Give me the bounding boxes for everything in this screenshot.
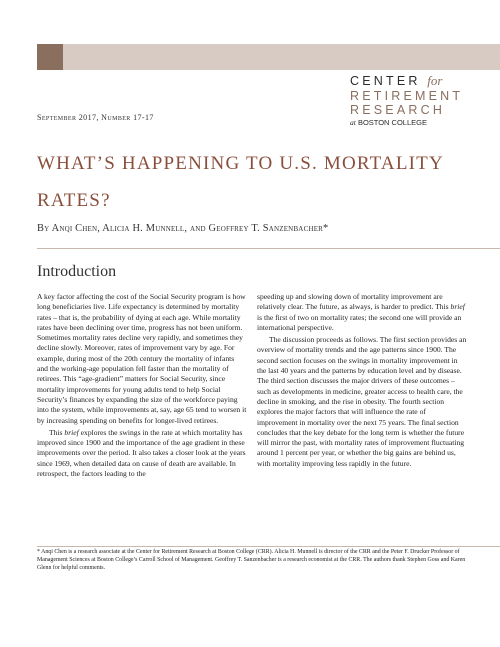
right-column [257, 292, 467, 469]
author-line: By Anqi Chen, Alicia H. Munnell, and Geoffrey T. Sanzenbacher* [37, 223, 329, 234]
footnote-divider [37, 546, 500, 547]
issue-date-number: September 2017, Number 17-17 [37, 113, 154, 122]
logo-research-word: RESEARCH [350, 103, 446, 117]
italic-text-run: brief [450, 302, 465, 312]
header-band-dark [37, 44, 63, 70]
page-title: WHAT’S HAPPENING TO U.S. MORTALITY RATES? [37, 153, 444, 211]
italic-text-run: brief [64, 427, 79, 437]
logo-center-word: CENTER [350, 74, 421, 88]
paragraph: A key factor affecting the cost of the Social Security program is how long beneficiaries live. Life expectancy is determined by mortality rates – that is, the probability of dying at each age. While mortality rates have been declining over time, progress has not been uniform. Sometimes mortality rates decline very rapidly, and sometimes they decline slowly. Moreover, rates of improvement vary by age. For example, during most of the 20th century the mortality of infants and the working-age population fell faster than the mortality of retirees. This “age-gradient” matters for Social Security, since mortality improvements for young adults tend to help Social Security’s finances by expanding the size of the workforce paying into the system, while improvements at, say, age 65 tend to worsen it by increasing spending on benefits for longer-lived retirees. [37, 292, 247, 425]
crr-logo [350, 73, 490, 127]
text-run: explores the swings in the rate at which mortality has improved since 1900 and the importance of the age gradient in these improvements over the period. It also takes a closer look at the years since 1969, when detailed data on cause of death are available. In retrospect, the factors leading to the [37, 427, 246, 479]
header-band-light [63, 44, 500, 70]
text-run: speeding up and slowing down of mortality improvement are relatively clear. The future, as always, is harder to predict. This [257, 292, 451, 312]
author-footnote: * Anqi Chen is a research associate at the Center for Retirement Research at Boston College (CRR). Alicia H. Munnell is director of the CRR and the Peter F. Drucker Professor of Management Sciences at Boston College’s Carroll School of Management. Geoffrey T. Sanzenbacher is a research economist at the CRR. The authors thank Stephen Goss and Karen Glenn for helpful comments. [37, 549, 466, 571]
logo-for-word: for [427, 73, 443, 88]
paragraph [37, 428, 247, 479]
section-heading: Introduction [37, 263, 117, 280]
logo-boston-college-line [350, 118, 490, 127]
text-run: This [49, 427, 65, 437]
divider [37, 248, 500, 249]
left-column [37, 292, 247, 479]
paragraph [257, 292, 467, 333]
logo-at-word: at [350, 118, 356, 127]
logo-center-line [350, 73, 490, 89]
logo-bc-word: BOSTON COLLEGE [357, 118, 427, 127]
paragraph: The discussion proceeds as follows. The first section provides an overview of mortality trends and the age patterns since 1900. The second section focuses on the swings in mortality improvement in the last 40 years and the patterns by education level and by disease. The third section discusses the major drivers of these outcomes – such as developments in medicine, greater access to health care, the decline in smoking, and the rise in obesity. The fourth section explores the major factors that will influence the rate of improvement in mortality over the next 75 years. The final section concludes that the key debate for the long term is whether the future will mirror the past, with mortality rates of improvement fluctuating around 1 percent per year, or whether the big gains are behind us, with mortality improving less rapidly in the future. [257, 335, 467, 468]
logo-retirement-word: RETIREMENT [350, 89, 464, 103]
text-run: is the first of two on mortality rates; the second one will provide an international perspective. [257, 312, 462, 332]
